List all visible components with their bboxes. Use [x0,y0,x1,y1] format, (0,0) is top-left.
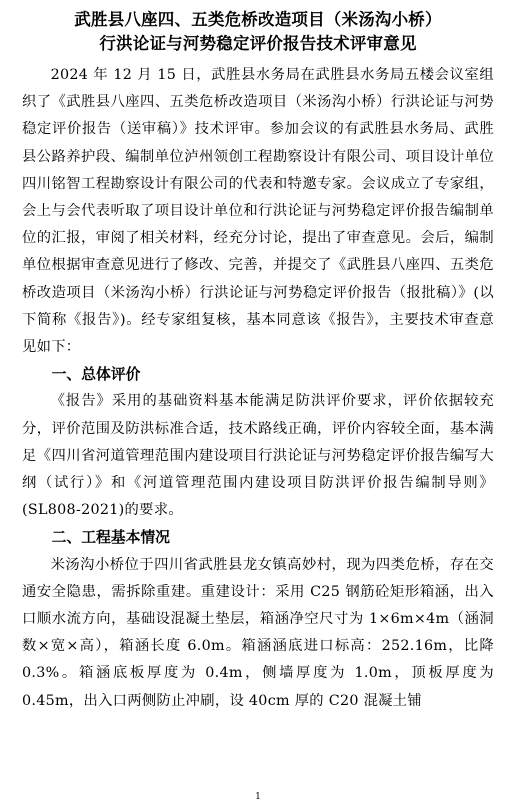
intro-paragraph: 2024 年 12 月 15 日，武胜县水务局在武胜县水务局五楼会议室组织了《武胜县八座四、五类危桥改造项目（米汤沟小桥）行洪论证与河势稳定评价报告（送审稿）》技术评审。参加会议的有武胜县水务局、武胜县公路养护段、编制单位泸州领创工程勘察设计有限公司、项目设计单位四川铭智工程勘察设计有限公司的代表和特邀专家。会议成立了专家组，会上与会代表听取了项目设计单位和行洪论证与河势稳定评价报告编制单位的汇报，审阅了相关材料，经充分讨论，提出了审查意见。会后，编制单位根据审查意见进行了修改、完善，并提交了《武胜县八座四、五类危桥改造项目（米汤沟小桥）行洪论证与河势稳定评价报告（报批稿）》(以下简称《报告》)。经专家组复核，基本同意该《报告》，主要技术审查意见如下： [22,67,494,356]
section-2-paragraph: 米汤沟小桥位于四川省武胜县龙女镇高妙村，现为四类危桥，存在交通安全隐患，需拆除重建。重建设计：采用 C25 钢筋砼矩形箱涵，出入口顺水流方向，基础设混凝土垫层，箱涵净空尺寸为 1×6m×4m（涵洞数×宽×高），箱涵长度 6.0m。箱涵涵底进口标高：252.16m，比降 0.3%。箱涵底板厚度为 0.4m，侧墙厚度为 1.0m，顶板厚度为 0.45m，出入口两侧防止冲刷，设 40cm 厚的 C20 混凝土铺 [22,556,494,709]
document-title-line-2: 行洪论证与河势稳定评价报告技术评审意见 [99,34,417,53]
document-title-line-1: 武胜县八座四、五类危桥改造项目（米汤沟小桥） [74,10,442,29]
section-1-heading: 一、总体评价 [51,366,141,384]
section-2-heading: 二、工程基本情况 [51,529,170,547]
section-1-paragraph: 《报告》采用的基础资料基本能满足防洪评价要求，评价依据较充分，评价范围及防洪标准合适，技术路线正确，评价内容较全面，基本满足《四川省河道管理范围内建设项目行洪论证与河势稳定评价报告编写大纲（试行）》和《河道管理范围内建设项目防洪评价报告编制导则》(SL808-2021)的要求。 [22,393,494,519]
page-number: 1 [255,792,261,802]
